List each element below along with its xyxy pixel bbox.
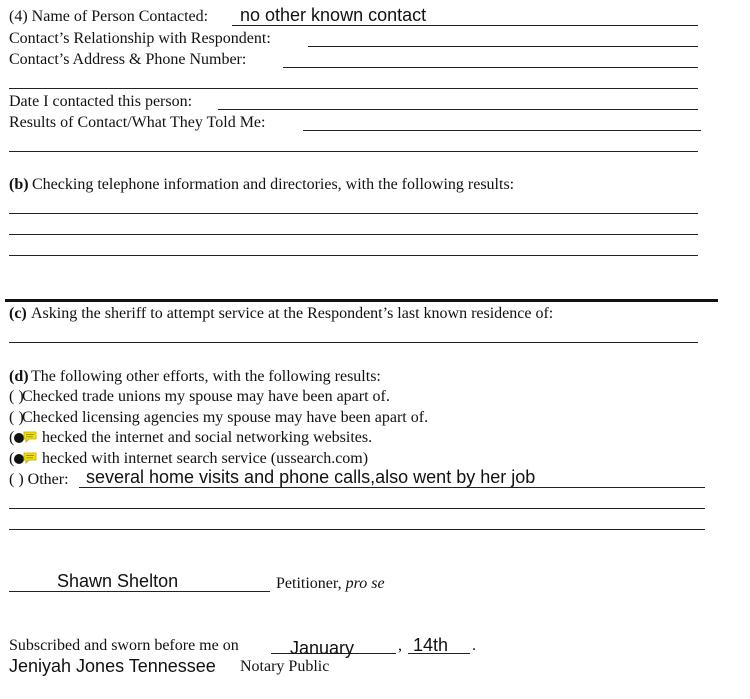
option-ussearch-paren: ( bbox=[9, 450, 15, 467]
notary-public-label: Notary Public bbox=[240, 658, 330, 675]
section-b-line-1[interactable] bbox=[9, 213, 698, 214]
option-trade-unions-radio[interactable]: ( ) bbox=[9, 388, 24, 405]
option-licensing-radio[interactable]: ( ) bbox=[9, 409, 24, 426]
address-label: Contact’s Address & Phone Number: bbox=[9, 51, 247, 68]
section-d-text: The following other efforts, with the following results: bbox=[31, 368, 381, 385]
section-b-line-2[interactable] bbox=[9, 234, 698, 235]
results-line-2[interactable] bbox=[9, 151, 698, 152]
option-ussearch-label: hecked with internet search service (ussearch.com) bbox=[42, 450, 369, 467]
petitioner-role-label: Petitioner, bbox=[276, 575, 346, 592]
section-c-text: Asking the sheriff to attempt service at the Respondent’s last known residence of: bbox=[31, 305, 554, 322]
relationship-label: Contact’s Relationship with Respondent: bbox=[9, 30, 271, 47]
option-other-line-3[interactable] bbox=[9, 529, 705, 530]
petitioner-signature[interactable]: Shawn Shelton bbox=[57, 571, 179, 591]
sticky-note-icon[interactable] bbox=[23, 431, 37, 443]
option-other-line-2[interactable] bbox=[9, 508, 705, 509]
section-d-letter: (d) bbox=[9, 368, 29, 385]
section-divider bbox=[5, 299, 718, 302]
option-other-value[interactable]: several home visits and phone calls,also went by her job bbox=[86, 467, 536, 487]
subscribed-label: Subscribed and sworn before me on bbox=[9, 637, 239, 654]
name-contacted-label: (4) Name of Person Contacted: bbox=[9, 8, 209, 25]
option-other-label: ( ) Other: bbox=[9, 471, 69, 488]
pro-se-label: pro se bbox=[345, 575, 385, 592]
section-c-letter: (c) bbox=[9, 305, 27, 322]
notary-name[interactable]: Jeniyah Jones Tennessee bbox=[9, 656, 216, 676]
date-contacted-label: Date I contacted this person: bbox=[9, 93, 193, 110]
sworn-day[interactable]: 14th bbox=[413, 635, 449, 655]
sworn-month[interactable]: January bbox=[290, 638, 355, 658]
sticky-note-icon[interactable] bbox=[23, 452, 37, 464]
address-line-2[interactable] bbox=[9, 88, 698, 89]
address-line[interactable] bbox=[283, 67, 698, 68]
option-trade-unions-label: Checked trade unions my spouse may have been apart of. bbox=[22, 388, 390, 405]
date-comma: , bbox=[398, 637, 402, 654]
option-licensing-label: Checked licensing agencies my spouse may have been apart of. bbox=[22, 409, 429, 426]
petitioner-role bbox=[276, 575, 385, 595]
option-internet-social-paren: ( bbox=[9, 429, 15, 446]
results-line[interactable] bbox=[303, 130, 701, 131]
section-b-line-3[interactable] bbox=[9, 255, 698, 256]
option-internet-social-label: hecked the internet and social networking websites. bbox=[42, 429, 373, 446]
date-period: . bbox=[472, 637, 476, 654]
results-label: Results of Contact/What They Told Me: bbox=[9, 114, 266, 131]
section-b-letter: (b) bbox=[9, 176, 29, 193]
section-b-text: Checking telephone information and directories, with the following results: bbox=[32, 176, 515, 193]
date-contacted-line[interactable] bbox=[218, 109, 698, 110]
name-contacted-value[interactable]: no other known contact bbox=[240, 5, 427, 25]
relationship-line[interactable] bbox=[308, 46, 698, 47]
section-c-line[interactable] bbox=[9, 342, 698, 343]
